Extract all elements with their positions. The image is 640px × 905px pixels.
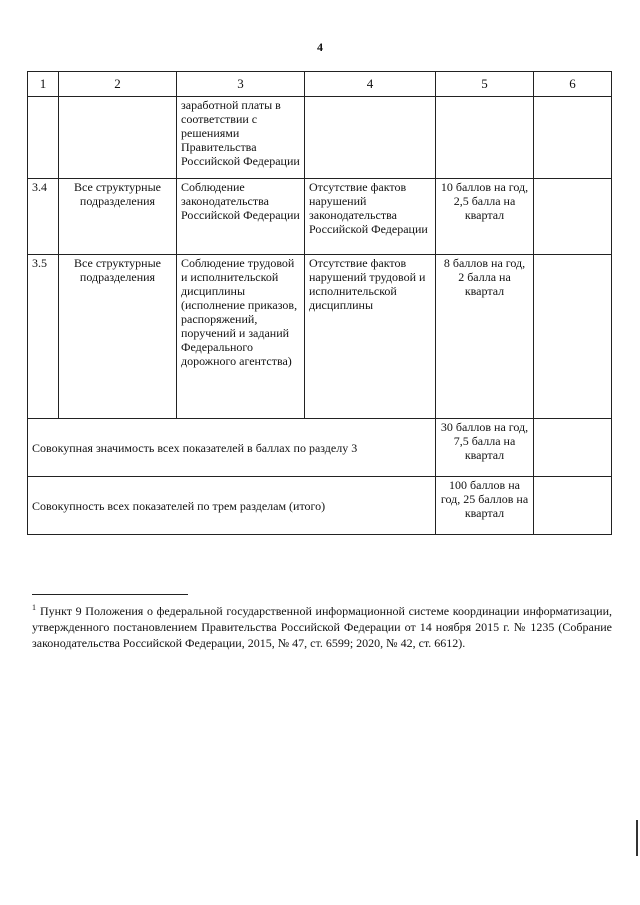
table-header-cell: 4 <box>305 72 436 97</box>
table-header-cell: 6 <box>534 72 612 97</box>
table-header-cell: 3 <box>177 72 305 97</box>
summary-label: Совокупная значимость всех показателей в баллах по разделу 3 <box>28 419 436 477</box>
table-row <box>28 255 612 419</box>
row-extra <box>534 97 612 179</box>
row-unit <box>59 97 177 179</box>
row-indicator: Соблюдение трудовой и исполнительской дисциплины (исполнение приказов, распоряжений, поручений и заданий Федерального дорожного агентства) <box>177 255 305 419</box>
summary-extra <box>534 419 612 477</box>
summary-row <box>28 477 612 535</box>
table-header-row <box>28 72 612 97</box>
row-criterion <box>305 97 436 179</box>
row-unit: Все структурные подразделения <box>59 179 177 255</box>
table-header-cell: 5 <box>436 72 534 97</box>
table-header-cell: 1 <box>28 72 59 97</box>
indicators-table <box>27 71 612 535</box>
table-header-cell: 2 <box>59 72 177 97</box>
row-score: 10 баллов на год, 2,5 балла на квартал <box>436 179 534 255</box>
row-number: 3.4 <box>28 179 59 255</box>
row-score: 8 баллов на год, 2 балла на квартал <box>436 255 534 419</box>
footnote <box>32 600 612 651</box>
table-row <box>28 179 612 255</box>
total-score: 100 баллов на год, 25 баллов на квартал <box>436 477 534 535</box>
row-extra <box>534 179 612 255</box>
row-number: 3.5 <box>28 255 59 419</box>
summary-score: 30 баллов на год, 7,5 балла на квартал <box>436 419 534 477</box>
footnote-divider <box>32 594 188 595</box>
summary-row <box>28 419 612 477</box>
row-extra <box>534 255 612 419</box>
row-score <box>436 97 534 179</box>
row-indicator: Соблюдение законодательства Российской Федерации <box>177 179 305 255</box>
footnote-marker: 1 <box>32 603 36 612</box>
footnote-text: Пункт 9 Положения о федеральной государственной информационной системе координации информатизации, утвержденного постановлением Правительства Российской Федерации от 14 ноября 2015 г. № 1235 (Собрание законодательства Российской Федерации, 2015, № 47, ст. 6599; 2020, № 42, ст. 6612). <box>32 604 612 650</box>
row-number <box>28 97 59 179</box>
row-unit: Все структурные подразделения <box>59 255 177 419</box>
row-criterion: Отсутствие фактов нарушений трудовой и исполнительской дисциплины <box>305 255 436 419</box>
table-row <box>28 97 612 179</box>
row-criterion: Отсутствие фактов нарушений законодательства Российской Федерации <box>305 179 436 255</box>
page-number: 4 <box>317 40 323 54</box>
total-label: Совокупность всех показателей по трем разделам (итого) <box>28 477 436 535</box>
row-indicator: заработной платы в соответствии с решениями Правительства Российской Федерации <box>177 97 305 179</box>
scan-edge-mark <box>636 820 638 856</box>
total-extra <box>534 477 612 535</box>
